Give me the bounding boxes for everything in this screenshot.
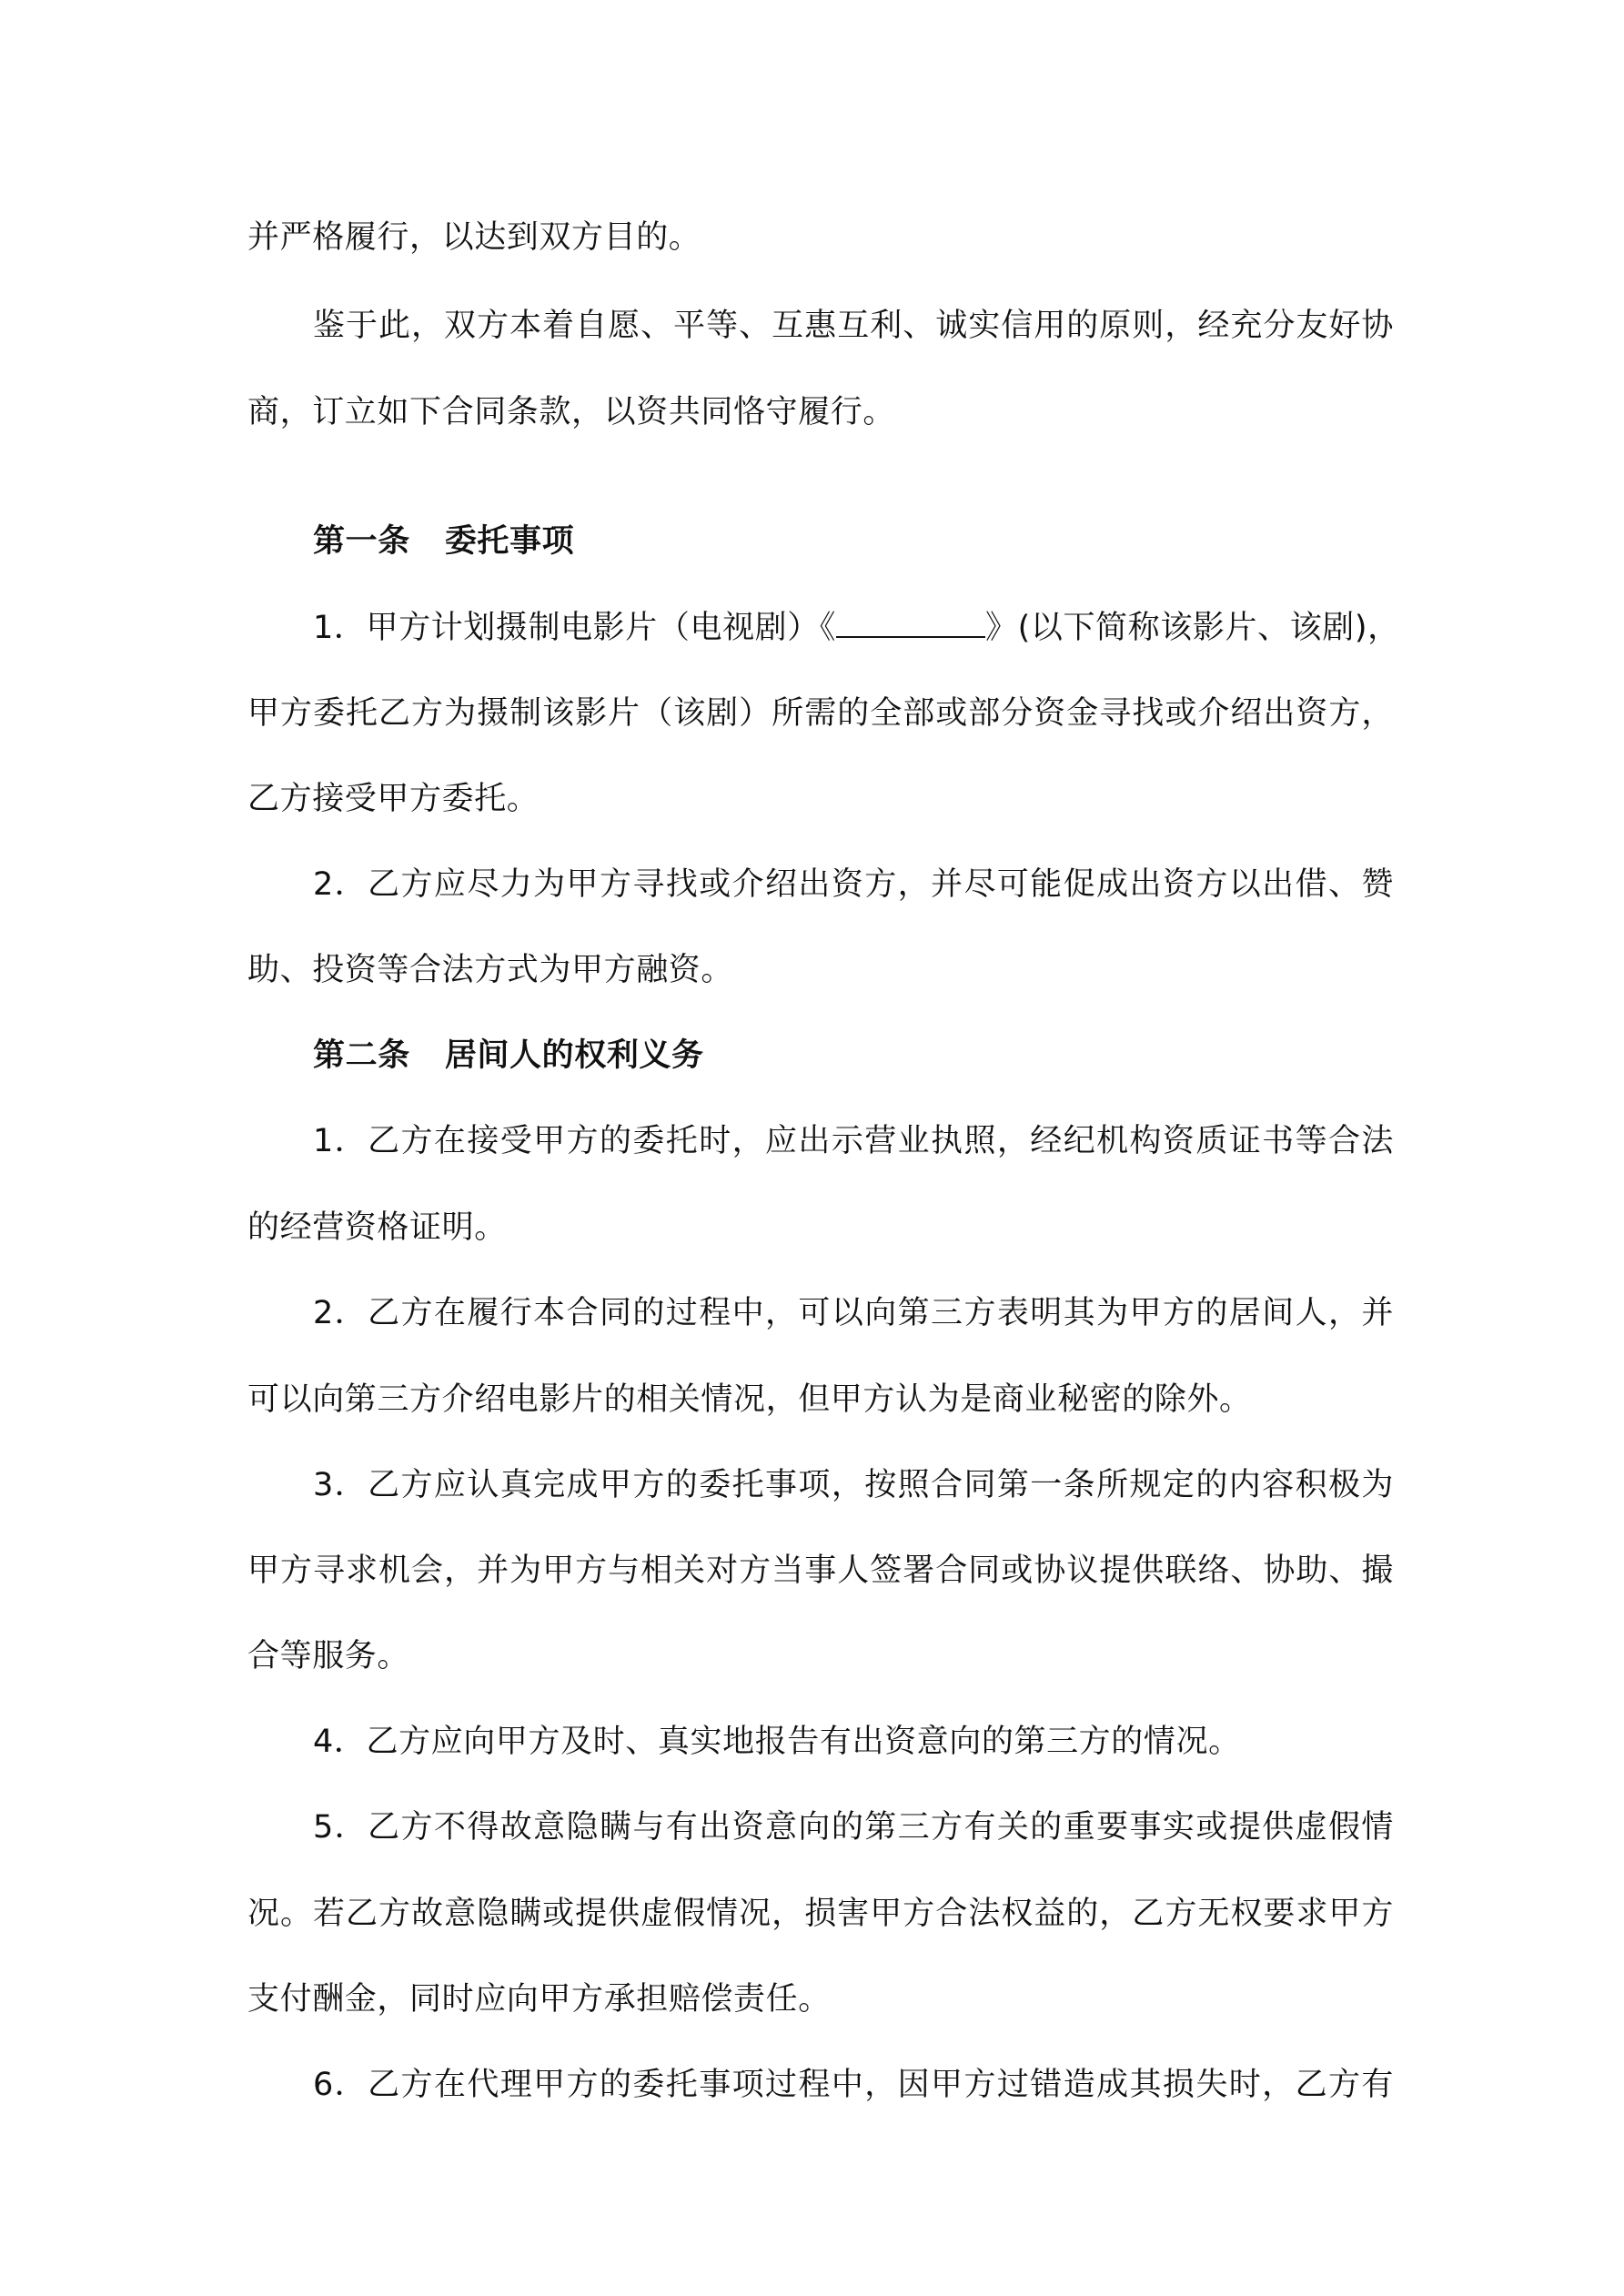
paragraph-line: 甲方寻求机会，并为甲方与相关对方当事人签署合同或协议提供联络、协助、撮: [247, 1553, 1394, 1589]
section-heading-1: [313, 520, 1459, 563]
paragraph-line: 鉴于此，双方本着自愿、平等、互惠互利、诚实信用的原则，经充分友好协: [313, 308, 1394, 344]
paragraph-line: 商，订立如下合同条款，以资共同恪守履行。: [247, 394, 896, 430]
paragraph-line: [313, 605, 1400, 650]
section-number: 第二条: [313, 1037, 410, 1074]
paragraph-line: 况。若乙方故意隐瞒或提供虚假情况，损害甲方合法权益的，乙方无权要求甲方: [247, 1896, 1394, 1932]
paragraph-line: 3．乙方应认真完成甲方的委托事项，按照合同第一条所规定的内容积极为: [313, 1467, 1394, 1503]
section-title: 居间人的权利义务: [444, 1037, 704, 1074]
paragraph-line: 4．乙方应向甲方及时、真实地报告有出资意向的第三方的情况。: [313, 1724, 1241, 1760]
paragraph-line: 的经营资格证明。: [247, 1209, 507, 1246]
paragraph-line: 合等服务。: [247, 1638, 410, 1674]
paragraph-line: 5．乙方不得故意隐瞒与有出资意向的第三方有关的重要事实或提供虚假情: [313, 1809, 1394, 1846]
paragraph-line: 支付酬金，同时应向甲方承担赔偿责任。: [247, 1981, 831, 2018]
title-blank: [836, 605, 985, 638]
paragraph-line: 乙方接受甲方委托。: [247, 781, 540, 817]
paragraph-line: 助、投资等合法方式为甲方融资。: [247, 952, 734, 988]
paragraph-line: 2．乙方在履行本合同的过程中，可以向第三方表明其为甲方的居间人，并: [313, 1295, 1394, 1331]
paragraph-line: 6．乙方在代理甲方的委托事项过程中，因甲方过错造成其损失时，乙方有: [313, 2067, 1394, 2103]
section-title: 委托事项: [444, 523, 575, 560]
paragraph-line: 2．乙方应尽力为甲方寻找或介绍出资方，并尽可能促成出资方以出借、赞: [313, 866, 1394, 903]
text-segment: 1．甲方计划摄制电影片（电视剧）《: [313, 610, 836, 646]
section-number: 第一条: [313, 523, 410, 560]
paragraph-line: 可以向第三方介绍电影片的相关情况，但甲方认为是商业秘密的除外。: [247, 1381, 1252, 1418]
paragraph-line: 1．乙方在接受甲方的委托时，应出示营业执照，经纪机构资质证书等合法: [313, 1123, 1394, 1159]
text-segment: 》(以下简称该影片、该剧)，: [984, 610, 1400, 646]
paragraph-line: 甲方委托乙方为摄制该影片（该剧）所需的全部或部分资金寻找或介绍出资方，: [247, 695, 1394, 732]
section-heading-2: [313, 1034, 1459, 1077]
paragraph-line: 并严格履行，以达到双方目的。: [247, 219, 701, 256]
